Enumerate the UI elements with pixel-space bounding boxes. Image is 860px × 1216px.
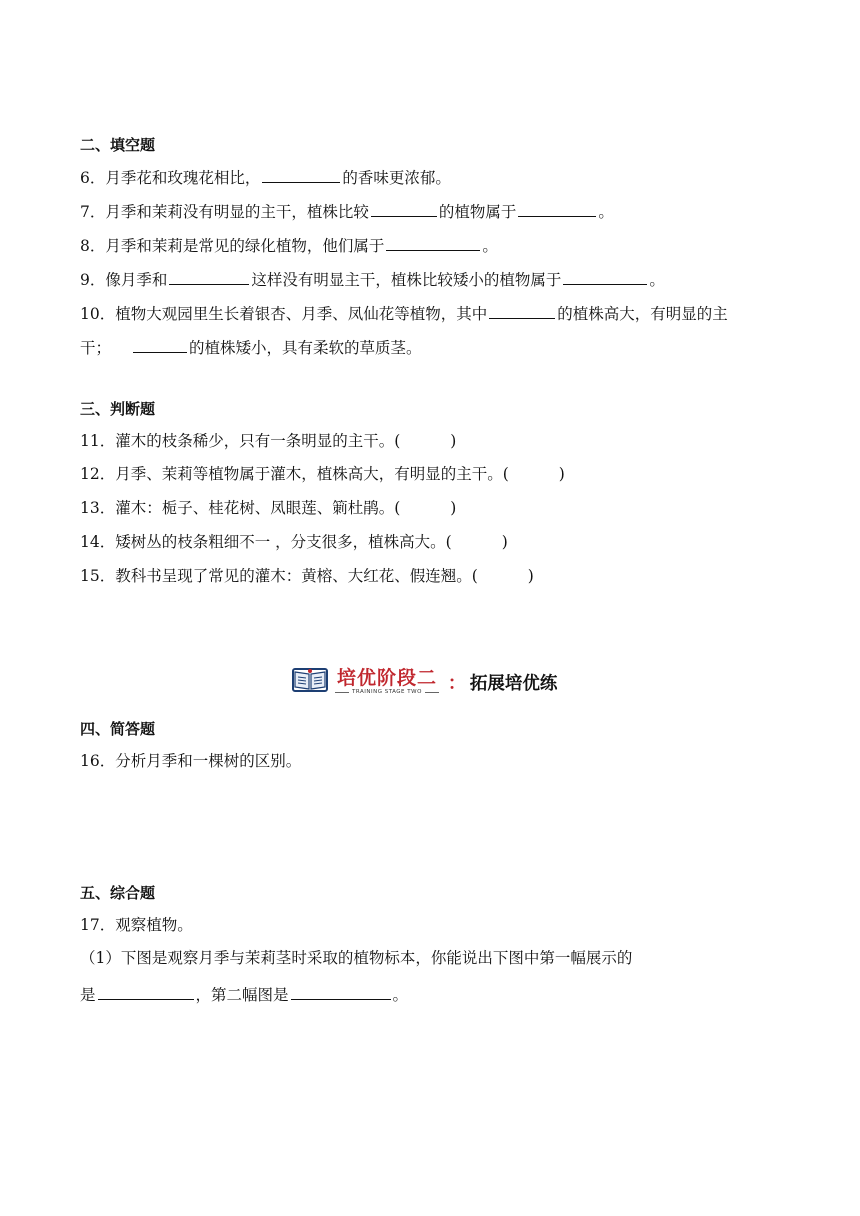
question-9-text-c: 。	[649, 271, 665, 289]
question-10-line-2	[80, 336, 422, 358]
question-11-close: )	[450, 432, 457, 450]
question-7	[80, 200, 614, 222]
question-7-blank-2[interactable]	[518, 200, 596, 217]
question-9-blank-2[interactable]	[563, 268, 647, 285]
question-7-text-c: 。	[598, 203, 614, 221]
question-13-close: )	[450, 499, 457, 517]
question-10-blank-1[interactable]	[489, 302, 555, 319]
question-7-blank-1[interactable]	[371, 200, 437, 217]
question-8-text-b: 。	[482, 237, 498, 255]
open-book-icon	[292, 666, 328, 698]
question-11	[80, 431, 456, 451]
question-12-text: 12．月季、茉莉等植物属于灌木，植株高大，有明显的主干。(	[80, 465, 509, 483]
question-15-close: )	[527, 567, 534, 585]
question-15	[80, 566, 534, 586]
question-17-part-1-line-1: （1）下图是观察月季与茉莉茎时采取的植物标本，你能说出下图中第一幅展示的	[80, 949, 633, 967]
question-17-part-1-text-b: ，第二幅图是	[195, 986, 289, 1004]
section-heading-fill-blank: 二、填空题	[80, 136, 156, 154]
question-9-text-a: 9．像月季和	[80, 271, 168, 289]
question-17: 17．观察植物。	[80, 916, 193, 934]
question-17-part-1-text-c: 。	[392, 986, 409, 1004]
question-10-blank-2[interactable]	[133, 336, 187, 353]
question-8	[80, 234, 498, 256]
question-17-blank-1[interactable]	[98, 983, 194, 1000]
question-9-blank-1[interactable]	[169, 268, 249, 285]
question-6-blank[interactable]	[262, 166, 340, 183]
question-12-close: )	[558, 465, 565, 483]
stage-logo-english: TRAINING STAGE TWO	[332, 688, 442, 696]
question-10-text-a: 10．植物大观园里生长着银杏、月季、凤仙花等植物，其中	[80, 305, 488, 323]
question-7-text-a: 7．月季和茉莉没有明显的主干，植株比较	[80, 203, 369, 221]
question-8-blank[interactable]	[386, 234, 480, 251]
question-6-text-a: 6．月季花和玫瑰花相比，	[80, 169, 261, 187]
question-14-close: )	[501, 533, 508, 551]
question-17-blank-2[interactable]	[291, 983, 391, 1000]
question-10-text-c: 干；	[80, 339, 112, 357]
question-10-text-d: 的植株矮小，具有柔软的草质茎。	[189, 339, 422, 357]
question-17-part-1-line-2	[80, 983, 408, 1005]
question-6-text-b: 的香味更浓郁。	[342, 169, 451, 187]
question-10-line-1	[80, 302, 728, 324]
question-9-text-b: 这样没有明显主干，植株比较矮小的植物属于	[251, 271, 562, 289]
section-heading-judge: 三、判断题	[80, 400, 156, 418]
question-11-text: 11．灌木的枝条稀少，只有一条明显的主干。(	[80, 432, 401, 450]
question-16: 16．分析月季和一棵树的区别。	[80, 752, 302, 770]
question-6	[80, 166, 451, 188]
question-14	[80, 532, 508, 552]
training-stage-banner	[292, 665, 557, 699]
question-13-text: 13．灌木：栀子、桂花树、凤眼莲、箣杜鹃。(	[80, 499, 401, 517]
section-heading-comprehensive: 五、综合题	[80, 884, 156, 902]
stage-colon: ：	[447, 673, 466, 694]
question-12	[80, 464, 565, 484]
question-15-text: 15．教科书呈现了常见的灌木：黄榕、大红花、假连翘。(	[80, 567, 478, 585]
stage-logo	[292, 666, 442, 698]
question-13	[80, 498, 456, 518]
stage-logo-chinese: 培优阶段二	[336, 667, 437, 689]
question-10-text-b: 的植株高大，有明显的主	[557, 305, 728, 323]
question-17-part-1-text-a: 是	[80, 986, 96, 1004]
section-heading-short-answer: 四、简答题	[80, 720, 156, 738]
question-14-text: 14．矮树丛的枝条粗细不一 ，分支很多，植株高大。(	[80, 533, 452, 551]
question-9	[80, 268, 665, 290]
question-8-text-a: 8．月季和茉莉是常见的绿化植物，他们属于	[80, 237, 385, 255]
question-7-text-b: 的植物属于	[438, 203, 517, 221]
stage-title: 拓展培优练	[469, 673, 558, 694]
